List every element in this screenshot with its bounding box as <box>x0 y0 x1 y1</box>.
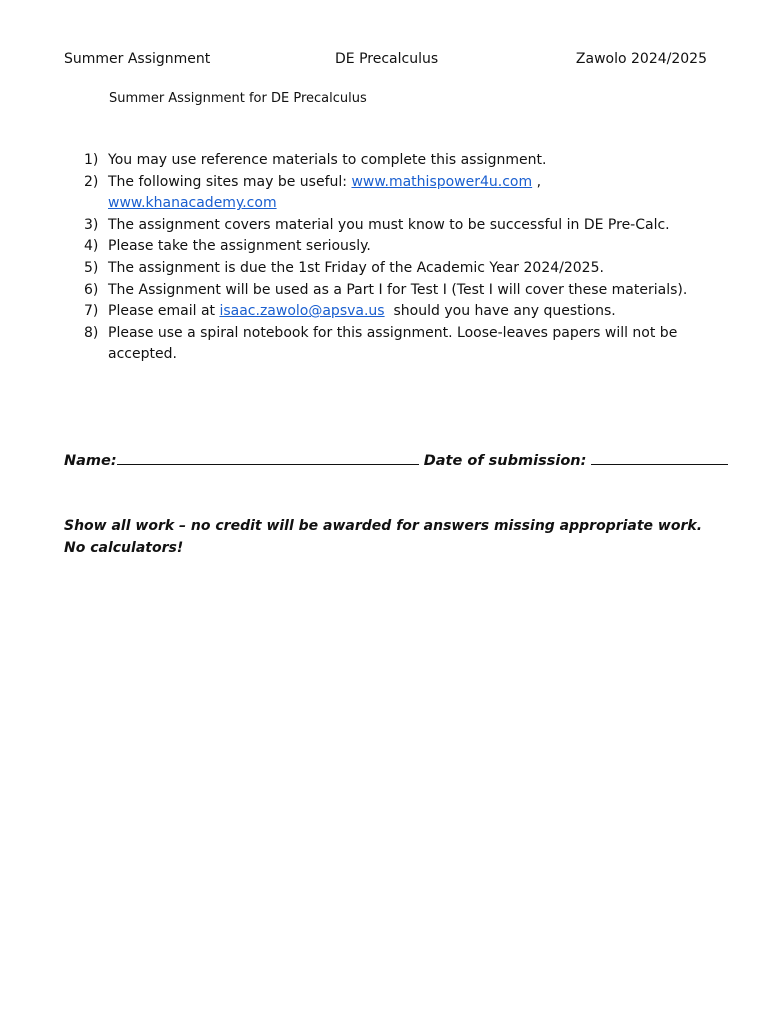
page-header <box>64 50 707 70</box>
document-subtitle: Summer Assignment for DE Precalculus <box>109 91 367 106</box>
name-label: Name: <box>64 453 117 469</box>
rule-text: The following sites may be useful: <box>108 173 352 190</box>
link-separator: , <box>532 173 542 190</box>
date-blank-line[interactable] <box>591 450 728 465</box>
no-calculators-note: No calculators! <box>64 540 184 556</box>
show-work-note: Show all work – no credit will be awarded for answers missing appropriate work. <box>64 518 703 534</box>
rule-text: You may use reference materials to complete this assignment. <box>108 152 547 168</box>
rule-item <box>84 323 704 366</box>
rule-text-after: should you have any questions. <box>384 303 616 320</box>
rule-item <box>84 258 704 280</box>
rule-number: 2) <box>84 173 99 190</box>
rule-item <box>84 280 704 302</box>
rule-text: Please use a spiral notebook for this assignment. Loose-leaves papers will not be accepted. <box>108 324 678 363</box>
rule-number: 8) <box>84 324 99 341</box>
work-instructions <box>64 515 704 559</box>
mathispower4u-link[interactable]: www.mathispower4u.com <box>351 173 533 190</box>
rule-text: Please email at <box>108 303 220 320</box>
rule-number: 3) <box>84 216 99 233</box>
rule-text: The Assignment will be used as a Part I for Test I (Test I will cover these materials). <box>108 281 688 298</box>
name-blank-line[interactable] <box>117 450 419 465</box>
header-center-text: DE Precalculus <box>335 51 439 67</box>
rule-text: Please take the assignment seriously. <box>108 238 371 255</box>
rule-item <box>84 215 704 237</box>
rule-number: 4) <box>84 238 99 255</box>
rule-number: 5) <box>84 259 99 276</box>
rule-text: The assignment covers material you must know to be successful in DE Pre-Calc. <box>108 216 670 233</box>
rule-item <box>84 150 704 172</box>
rule-item <box>84 172 704 215</box>
header-left-text: Summer Assignment <box>64 51 211 67</box>
rule-number: 1) <box>84 152 99 168</box>
rules-list <box>84 150 704 366</box>
rule-text: The assignment is due the 1st Friday of the Academic Year 2024/2025. <box>108 259 604 276</box>
submission-fields <box>64 450 704 471</box>
email-link[interactable]: isaac.zawolo@apsva.us <box>219 303 385 320</box>
rule-item <box>84 236 704 258</box>
rule-item <box>84 301 704 323</box>
khanacademy-link[interactable]: www.khanacademy.com <box>108 195 277 212</box>
header-right-text: Zawolo 2024/2025 <box>575 51 707 67</box>
date-label: Date of submission: <box>418 453 592 469</box>
rule-number: 6) <box>84 281 99 298</box>
rule-number: 7) <box>84 303 99 320</box>
